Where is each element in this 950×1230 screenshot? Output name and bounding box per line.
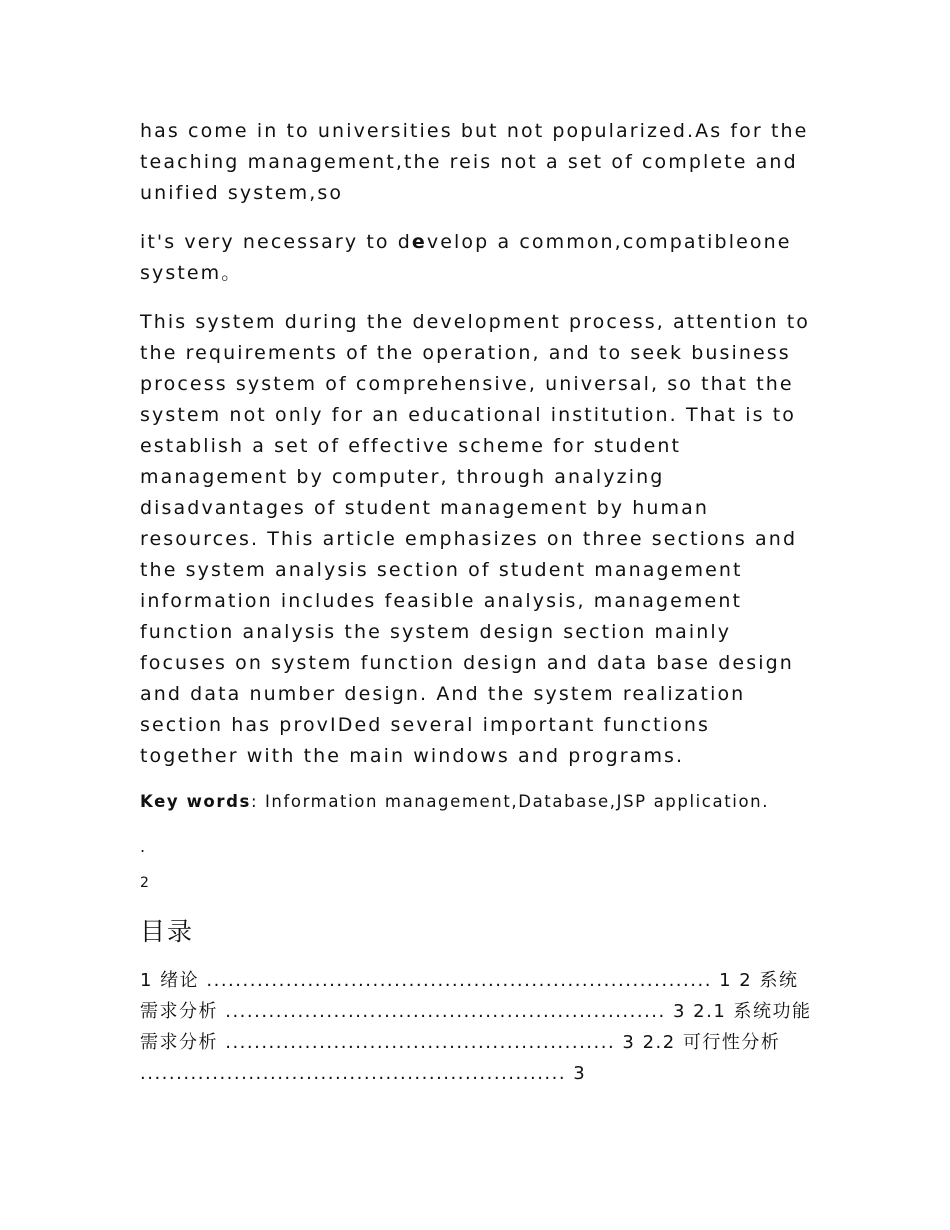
document-body [140, 116, 812, 1089]
toc-entries: 1 绪论 ...................................................................... 1 2 系统需求分析 ............................................................. 3 2.1 系统功能需求分析 ...................................................... 3 2.2 可行性分析 ........................................................... 3 [140, 970, 812, 1084]
abstract-paragraph-2 [140, 227, 812, 289]
abstract-paragraph-3: This system during the development process, attention to the requirements of the operation, and to seek business process system of comprehensive, universal, so that the system not only for an educational institution. That is to establish a set of effective scheme for student management by computer, through analyzing disadvantages of student management by human resources. This article emphasizes on three sections and the system analysis section of student management information includes feasible analysis, management function analysis the system design section mainly focuses on system function design and data base design and data number design. And the system realization section has provIDed several important functions together with the main windows and programs. [140, 311, 811, 767]
abstract-paragraph-1: has come in to universities but not popularized.As for the teaching management,the reis not a set of complete and unified system,so [140, 120, 809, 204]
toc-title: 目录 [140, 917, 195, 946]
abstract-paragraph-2-end: velop a common,compatibleone system。 [140, 231, 792, 284]
keywords-label: Key words [140, 792, 251, 811]
keywords-line [140, 789, 812, 815]
keywords-text: : Information management,Database,JSP application. [250, 792, 770, 811]
separator-dot: . [140, 837, 146, 856]
abstract-paragraph-2-start: it's very necessary to d [140, 231, 412, 253]
page-number: 2 [140, 875, 149, 891]
abstract-paragraph-2-bold-letter: e [411, 231, 427, 253]
